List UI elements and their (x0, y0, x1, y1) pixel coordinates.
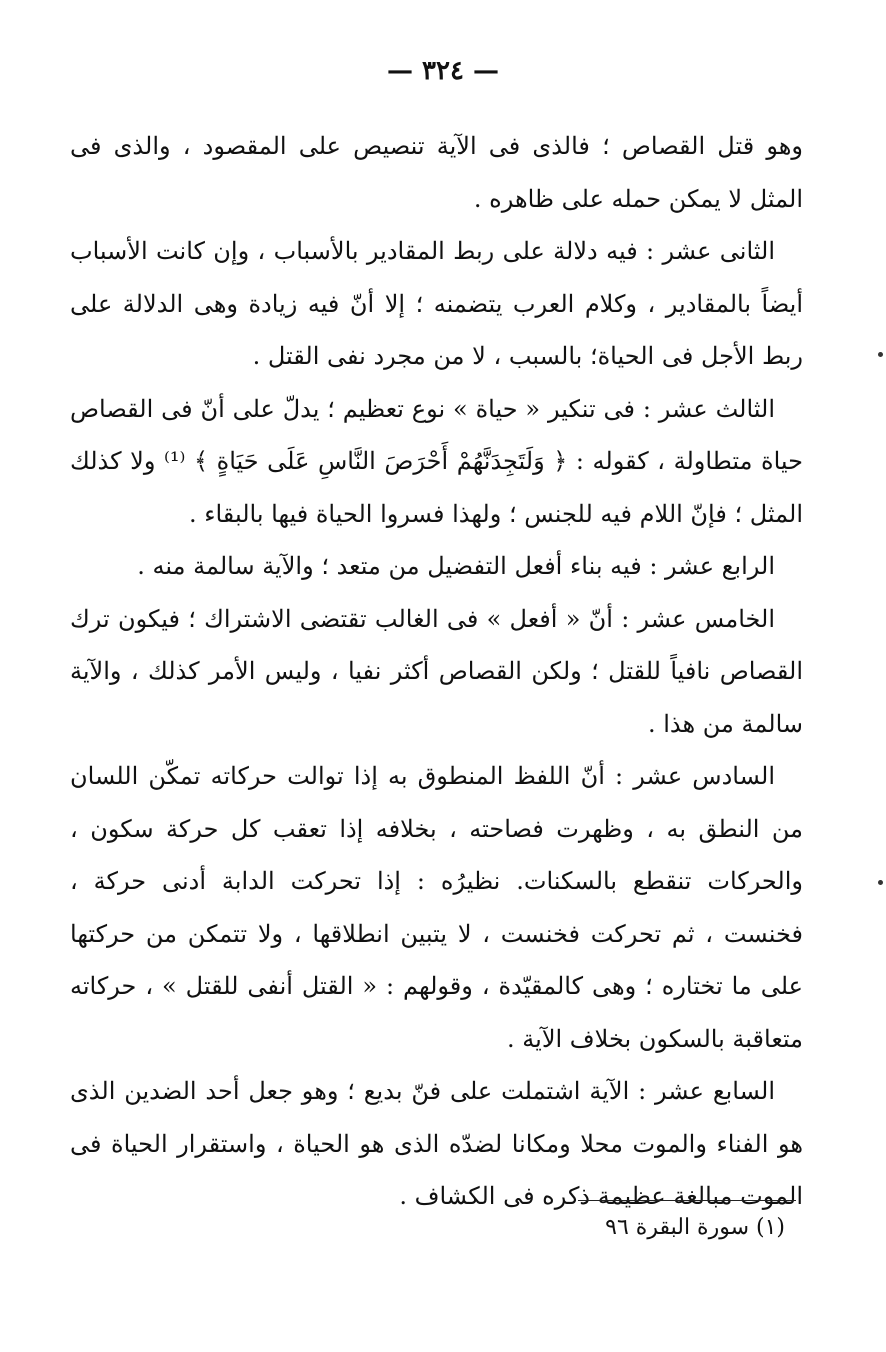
paragraph-thirteenth: الثالث عشر : فى تنكير « حياة » نوع تعظيم ؛ يدلّ على أنّ فى القصاص حياة متطاولة ، كقوله : ﴿ وَلَتَجِدَنَّهُمْ أَحْرَصَ النَّاسِ عَلَى حَيَاةٍ ﴾ ⁽¹⁾ ولا كذلك المثل ؛ فإنّ اللام فيه للجنس ؛ ولهذا فسروا الحياة فيها بالبقاء . (70, 394, 803, 528)
paragraph-sixteenth: السادس عشر : أنّ اللفظ المنطوق به إذا توالت حركاته تمكّن اللسان من النطق به ، وظهرت فصاحته ، بخلافه إذا تعقب كل حركة سكون ، والحركات تنقطع بالسكنات. نظيرُه : إذا تحركت الدابة أدنى حركة ، فخنست ، ثم تحركت فخنست ، لا يتبين انطلاقها ، ولا تتمكن من حركتها على ما تختاره ؛ وهى كالمقيّدة ، وقولهم : « القتل أنفى للقتل » ، حركاته متعاقبة بالسكون بخلاف الآية . (70, 762, 803, 1053)
paragraph-intro: وهو قتل القصاص ؛ فالذى فى الآية تنصيص على المقصود ، والذى فى المثل لا يمكن حمله على ظاهره . (70, 132, 803, 213)
footnote: (١) سورة البقرة ٩٦ (605, 1215, 785, 1240)
paragraph-fifteenth: الخامس عشر : أنّ « أفعل » فى الغالب تقتضى الاشتراك ؛ فيكون ترك القصاص نافياً للقتل ؛ ولكن القصاص أكثر نفيا ، وليس الأمر كذلك ، والآية سالمة من هذا . (70, 604, 803, 738)
footnote-divider (578, 1200, 796, 1201)
paragraph-fourteenth: الرابع عشر : فيه بناء أفعل التفضيل من متعد ؛ والآية سالمة منه . (137, 552, 775, 580)
scan-speck (878, 880, 883, 885)
scan-speck (878, 352, 883, 357)
main-text (70, 120, 803, 1223)
paragraph-twelfth: الثانى عشر : فيه دلالة على ربط المقادير بالأسباب ، وإن كانت الأسباب أيضاً بالمقادير ، وكلام العرب يتضمنه ؛ إلا أنّ فيه زيادة وهى الدلالة على ربط الأجل فى الحياة؛ بالسبب ، لا من مجرد نفى القتل . (70, 237, 803, 370)
paragraph-seventeenth: السابع عشر : الآية اشتملت على فنّ بديع ؛ وهو جعل أحد الضدين الذى هو الفناء والموت محلا ومكانا لضدّه الذى هو الحياة ، واستقرار الحياة فى الموت مبالغة عظيمة ذكره فى الكشاف . (70, 1077, 803, 1210)
page-number: — ٣٢٤ — (386, 56, 500, 86)
